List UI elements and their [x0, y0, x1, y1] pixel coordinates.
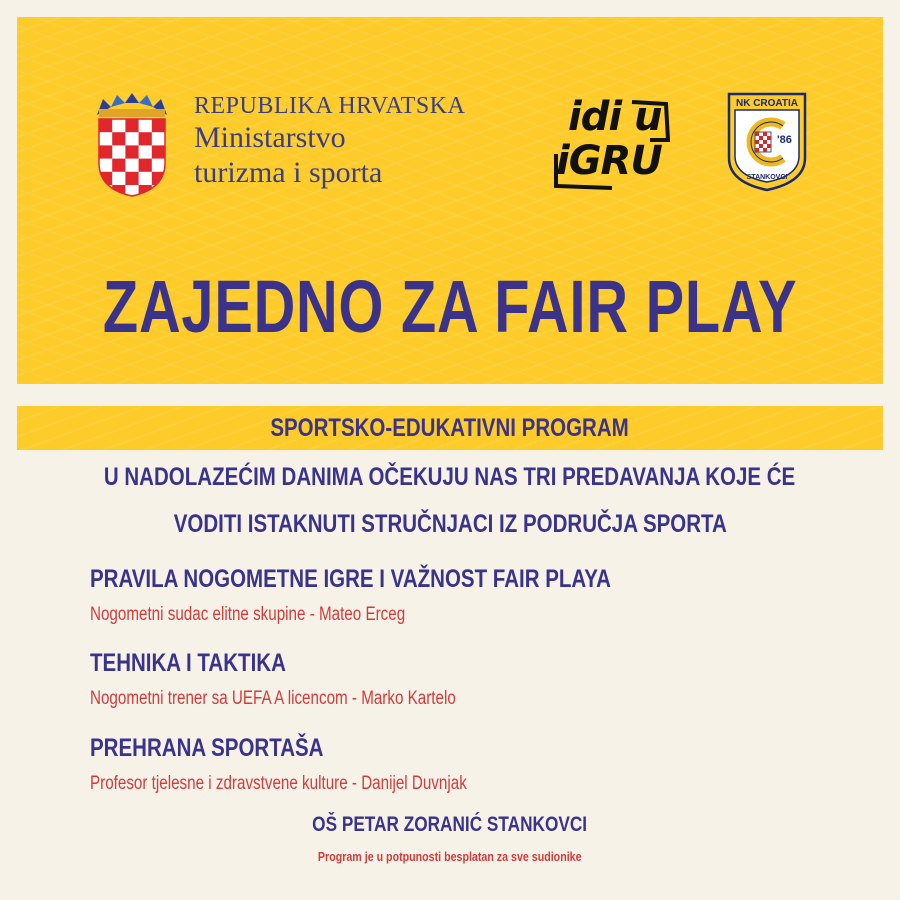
program-label: [17, 406, 883, 450]
intro-line-1-text: U NADOLAZEĆIM DANIMA OČEKUJU NAS TRI PREDAVANJA KOJE ĆE: [104, 463, 796, 491]
talk-title-3-text: PREHRANA SPORTAŠA: [90, 734, 324, 762]
talk-title-1: [90, 565, 725, 594]
intro-line-2: [0, 510, 900, 539]
free-program-note-text: Program je u potpunosti besplatan za sve sudionike: [318, 849, 582, 864]
talk-speaker-2: [90, 688, 547, 710]
intro-line-1: [0, 463, 900, 492]
ministry-name: [194, 92, 465, 190]
ministry-line-1: REPUBLIKA HRVATSKA: [194, 93, 466, 119]
idi-u-igru-logo: [552, 94, 672, 192]
talk-speaker-2-text: Nogometni trener sa UEFA A licencom - Marko Kartelo: [90, 688, 456, 709]
talk-title-1-text: PRAVILA NOGOMETNE IGRE I VAŽNOST FAIR PLAYA: [90, 565, 611, 593]
headline: [0, 262, 900, 352]
free-program-note: [0, 849, 900, 864]
club-year: '86: [777, 134, 792, 146]
talk-title-2: [90, 649, 329, 678]
headline-text: ZAJEDNO ZA FAIR PLAY: [102, 265, 798, 348]
venue-text: OŠ PETAR ZORANIĆ STANKOVCI: [312, 813, 588, 836]
ministry-line-3: turizma i sporta: [194, 156, 383, 189]
ministry-line-2: Ministarstvo: [194, 121, 346, 154]
talk-title-2-text: TEHNIKA I TAKTIKA: [90, 649, 286, 677]
intro-line-2-text: VODITI ISTAKNUTI STRUČNJACI IZ PODRUČJA SPORTA: [173, 510, 727, 538]
talk-speaker-3: [90, 773, 561, 795]
program-label-text: SPORTSKO-EDUKATIVNI PROGRAM: [270, 414, 630, 442]
logo-line-1: idi u: [568, 94, 662, 140]
talk-speaker-3-text: Profesor tjelesne i zdravstvene kulture - Danijel Duvnjak: [90, 773, 467, 794]
logo-line-2: iGRU: [556, 138, 662, 184]
croatian-coat-of-arms-icon: [93, 93, 171, 197]
venue: [0, 813, 900, 837]
club-name: NK CROATIA: [735, 98, 799, 109]
talk-speaker-1-text: Nogometni sudac elitne skupine - Mateo Erceg: [90, 604, 406, 625]
club-place: STANKOVCI: [746, 174, 788, 181]
club-badge: [727, 92, 807, 192]
talk-title-3: [90, 734, 375, 763]
talk-speaker-1: [90, 604, 484, 626]
